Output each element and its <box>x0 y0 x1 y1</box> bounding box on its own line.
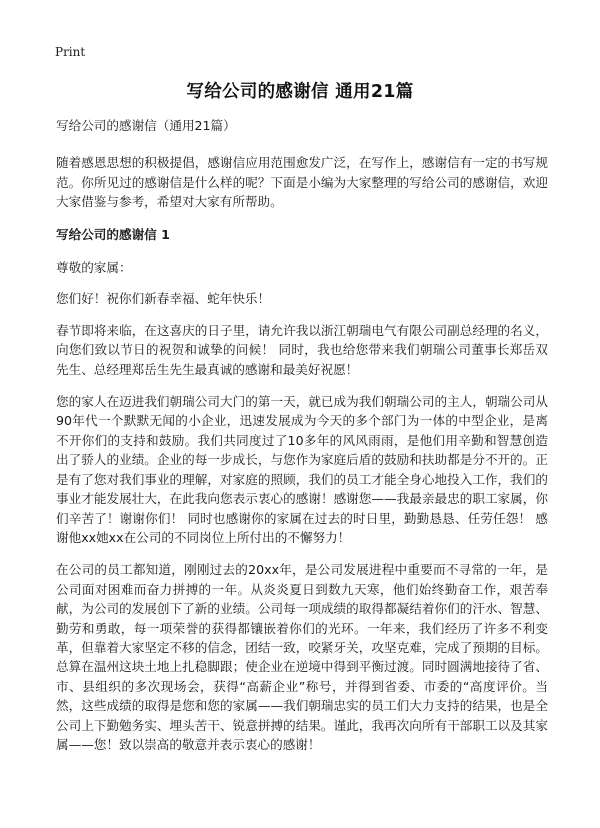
salutation: 尊敬的家属： <box>56 260 132 276</box>
body-paragraph-2: 您的家人在迈进我们朝瑞公司大门的第一天，就已成为我们朝瑞公司的主人，朝瑞公司从90年代一个默默无闻的小企业，迅速发展成为今天的多个部门为一体的中型企业，是离不开你们的支持和鼓励。我们共同度过了10多年的风风雨雨，是他们用辛勤和智慧创造出了骄人的业绩。企业的每一步成长，与您作为家庭后盾的鼓励和扶助都是分不开的。正是有了您对我们事业的理解，对家庭的照顾，我们的员工才能全身心地投入工作，我们的事业才能发展壮大，在此我向您表示衷心的感谢！感谢您——我最亲最忠的职工家属，你们辛苦了！谢谢你们！ 同时也感谢你的家属在过去的时日里，勤勤恳恳、任劳任怨！ 感谢他xx她xx在公司的不同岗位上所付出的不懈努力！ <box>56 394 548 545</box>
intro-paragraph: 随着感恩思想的积极提倡，感谢信应用范围愈发广泛，在写作上，感谢信有一定的书写规范。你所见过的感谢信是什么样的呢？下面是小编为大家整理的写给公司的感谢信，欢迎大家借鉴与参考，希望对大家有所帮助。 <box>56 155 548 210</box>
document-body <box>56 116 548 767</box>
print-link[interactable]: Print <box>55 45 86 59</box>
body-paragraph-3: 在公司的员工都知道，刚刚过去的20xx年，是公司发展进程中重要而不寻常的一年，是公司面对困难而奋力拼搏的一年。从炎炎夏日到数九天寒，他们始终勤奋工作，艰苦奉献，为公司的发展创下了新的业绩。公司每一项成绩的取得都凝结着你们的汗水、智慧、勤劳和勇敢，每一项荣誉的获得都镶嵌着你们的光环。一年来，我们经历了许多不利变革，但靠着大家坚定不移的信念，团结一致，咬紧牙关，攻坚克难，完成了预期的目标。总算在温州这块土地上扎稳脚跟；使企业在逆境中得到平衡过渡。同时圆满地接待了省、市、县组织的多次现场会，获得“高薪企业”称号，并得到省委、市委的“高度评价。当然，这些成绩的取得是您和您的家属——我们朝瑞忠实的员工们大力支持的结果，也是全公司上下勤勉务实、埋头苦干、锐意拼搏的结果。谨此，我再次向所有干部职工以及其家属——您！致以崇高的敬意并表示衷心的感谢！ <box>56 562 548 752</box>
document-subtitle: 写给公司的感谢信（通用21篇） <box>56 118 236 133</box>
document-title: 写给公司的感谢信 通用21篇 <box>186 82 414 102</box>
greeting: 您们好！祝你们新春幸福、蛇年快乐！ <box>56 291 271 307</box>
body-paragraph-1: 春节即将来临，在这喜庆的日子里，请允许我以浙江朝瑞电气有限公司副总经理的名义，向您们致以节日的祝贺和诚挚的问候！ 同时，我也给您带来我们朝瑞公司董事长郑岳双先生、总经理郑岳生先生最真诚的感谢和最美好祝愿！ <box>56 322 548 377</box>
section-heading-1: 写给公司的感谢信 1 <box>56 226 170 242</box>
